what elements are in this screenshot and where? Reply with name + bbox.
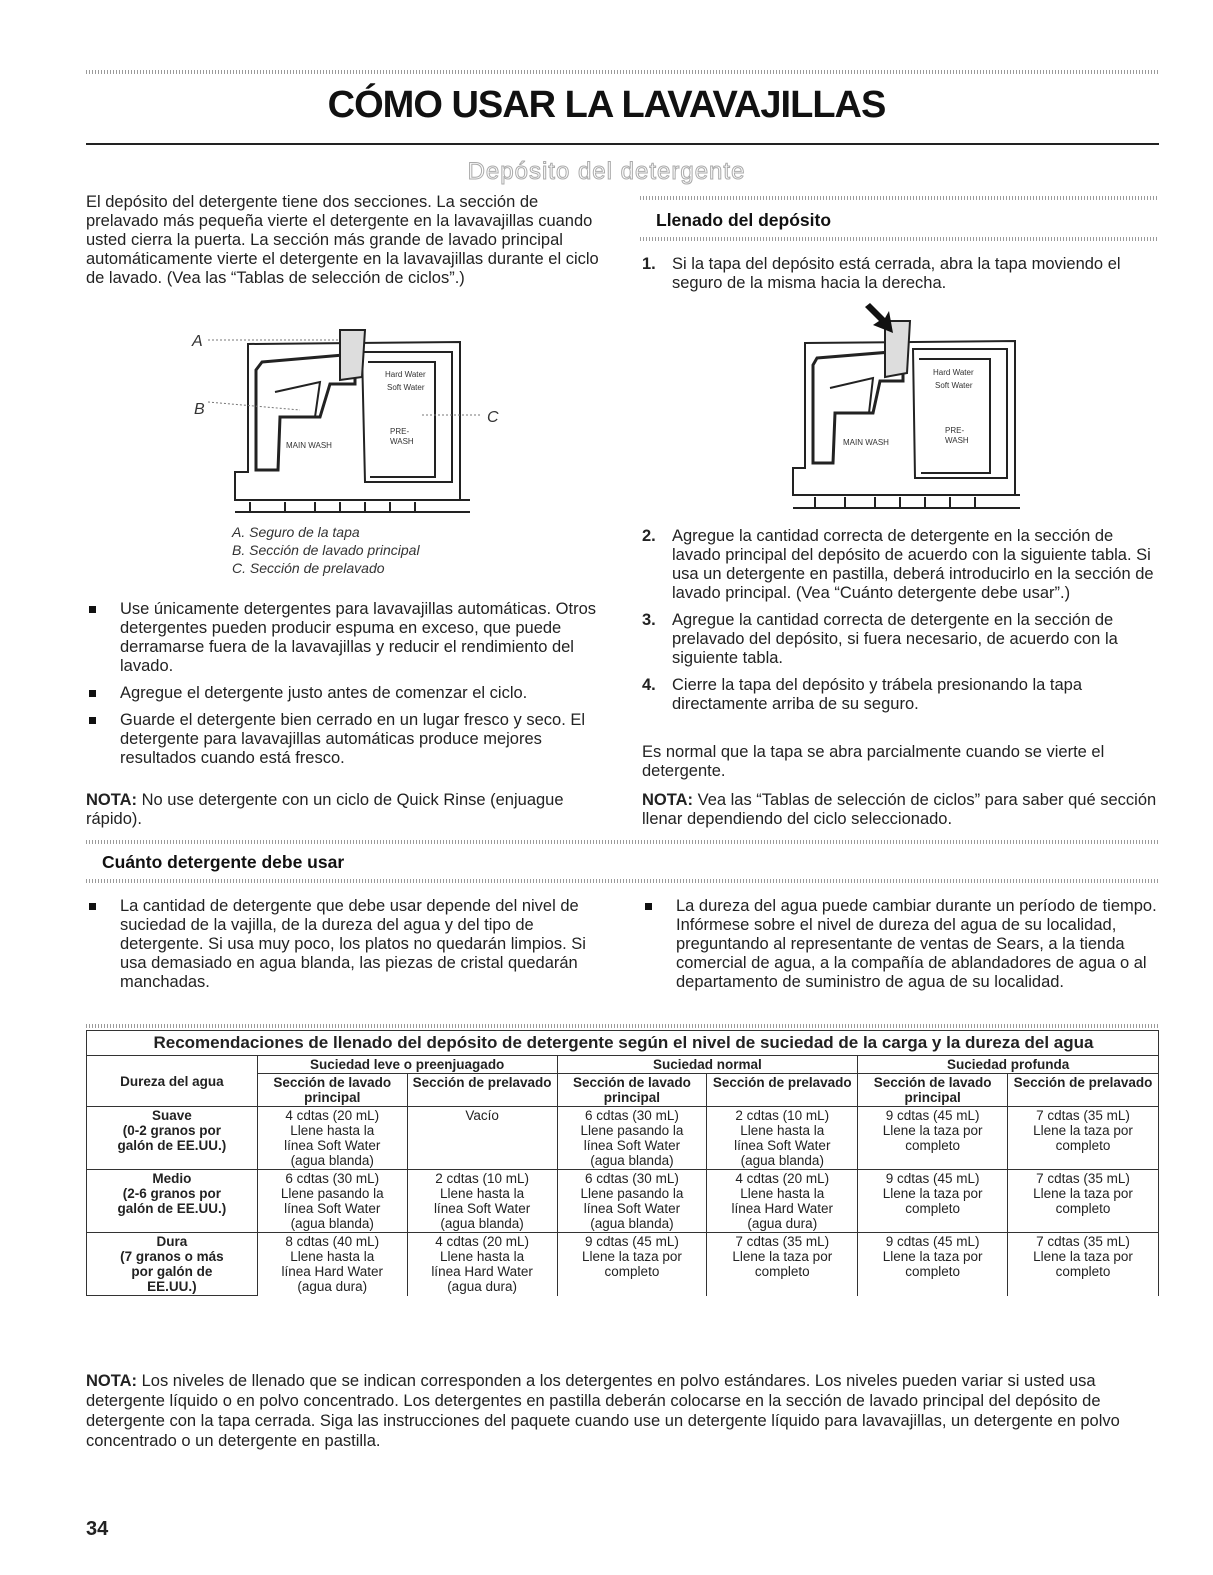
cell-line: Llene la taza por xyxy=(1033,1123,1133,1138)
right-heading-top-rule xyxy=(640,196,1159,200)
group-header-normal: Suciedad normal xyxy=(557,1056,858,1074)
cell-line: completo xyxy=(905,1138,961,1153)
step-number: 2. xyxy=(642,527,656,545)
cell-line: Llene hasta la xyxy=(440,1186,525,1201)
cell-line: Llene hasta la xyxy=(740,1186,825,1201)
pre-label: PRE- xyxy=(945,426,965,435)
step-1 xyxy=(642,255,1159,293)
table-top-rule xyxy=(86,1024,1159,1028)
amount-cell xyxy=(407,1233,557,1296)
col-hardness-header: Dureza del agua xyxy=(87,1056,258,1107)
cell-line: Vacío xyxy=(465,1108,499,1123)
table-row xyxy=(87,1233,1159,1296)
note-text: No use detergente con un ciclo de Quick Rinse (enjuague rápido). xyxy=(86,791,564,828)
note-label: NOTA: xyxy=(642,791,694,809)
steps-list-a xyxy=(642,255,1159,301)
cell-line: 9 cdtas (45 mL) xyxy=(885,1108,980,1123)
amount-cell xyxy=(407,1170,557,1233)
section-subtitle: Depósito del detergente xyxy=(467,158,746,185)
step-3 xyxy=(642,611,1159,668)
note-text: Los niveles de llenado que se indican corresponden a los detergentes en polvo estándares. Los niveles pueden variar si usted usa detergente líquido o en polvo concentrado. Los detergentes en pastilla deberán colocarse en la sección de lavado principal del depósito de detergente con la tapa cerrada. Siga las instrucciones del paquete cuando use un detergente líquido para lavavajillas, un detergente en polvo concentrado o un detergente en pastilla. xyxy=(86,1372,1120,1450)
cell-line: 2 cdtas (10 mL) xyxy=(435,1171,529,1186)
caption-a: A. Seguro de la tapa xyxy=(232,524,360,540)
step-number: 3. xyxy=(642,611,656,629)
step-text: Si la tapa del depósito está cerrada, abra la tapa moviendo el seguro de la misma hacia la derecha. xyxy=(672,255,1121,292)
cell-line: completo xyxy=(604,1264,660,1279)
amount-cell xyxy=(557,1107,707,1170)
cell-line: Llene hasta la xyxy=(740,1123,825,1138)
list-item: La cantidad de detergente que debe usar depende del nivel de suciedad de la vajilla, de la dureza del agua y del tipo de detergente. Si usa muy poco, los platos no quedarán limpios. Si usa demasiado en agua blanda, las piezas de cristal quedarán manchadas. xyxy=(86,897,611,992)
hardness-line: Suave xyxy=(152,1108,192,1123)
hardness-line: (0-2 granos por xyxy=(122,1123,222,1138)
cell-line: (agua blanda) xyxy=(590,1216,674,1231)
cell-line: Llene la taza por xyxy=(732,1249,833,1264)
cell-line: 4 cdtas (20 mL) xyxy=(285,1108,380,1123)
cell-line: Llene hasta la xyxy=(440,1249,525,1264)
table-body xyxy=(87,1107,1159,1296)
cell-line: Llene la taza por xyxy=(882,1186,983,1201)
cell-line: línea Soft Water xyxy=(433,1201,531,1216)
table-row xyxy=(87,1170,1159,1233)
amount-cell xyxy=(257,1233,407,1296)
hardness-line: Medio xyxy=(152,1171,192,1186)
cell-line: (agua blanda) xyxy=(440,1216,524,1231)
amount-cell xyxy=(1008,1233,1159,1296)
amount-cell xyxy=(407,1107,557,1170)
page-title: CÓMO USAR LA LAVAVAJILLAS xyxy=(327,84,886,126)
amount-cell xyxy=(257,1107,407,1170)
subhead: Sección de lavado principal xyxy=(257,1074,407,1107)
subhead: Sección de prelavado xyxy=(407,1074,557,1107)
hardness-line: galón de EE.UU.) xyxy=(117,1201,227,1216)
hardness-line: (2-6 granos por xyxy=(122,1186,222,1201)
cell-line: Llene la taza por xyxy=(882,1123,983,1138)
detergent-table xyxy=(86,1030,1159,1296)
cell-line: (agua blanda) xyxy=(290,1216,374,1231)
cuanto-right-list xyxy=(642,897,1159,1000)
list-item: Agregue el detergente justo antes de comenzar el ciclo. xyxy=(86,684,611,703)
cell-line: completo xyxy=(905,1201,961,1216)
cell-line: línea Hard Water xyxy=(431,1264,533,1279)
subhead: Sección de prelavado xyxy=(1008,1074,1159,1107)
hardness-line: Dura xyxy=(156,1234,188,1249)
amount-cell xyxy=(858,1107,1008,1170)
note-text: Vea las “Tablas de selección de ciclos” para saber qué sección llenar dependiendo del ciclo seleccionado. xyxy=(642,791,1157,828)
wash-label: WASH xyxy=(945,436,969,445)
cell-line: (agua dura) xyxy=(447,1279,517,1294)
callout-b: B xyxy=(194,401,205,418)
top-dotted-rule xyxy=(86,70,1159,74)
left-note xyxy=(86,791,611,829)
cell-line: (agua blanda) xyxy=(740,1153,824,1168)
main-wash-label: MAIN WASH xyxy=(286,441,332,450)
step-number: 4. xyxy=(642,676,656,694)
dispenser-diagram-right xyxy=(785,303,1025,513)
hardness-line: galón de EE.UU.) xyxy=(117,1138,227,1153)
right-heading-bottom-rule xyxy=(640,237,1159,241)
cell-line: línea Soft Water xyxy=(583,1138,681,1153)
cell-line: completo xyxy=(754,1264,810,1279)
step-number: 1. xyxy=(642,255,656,273)
cell-line: línea Soft Water xyxy=(583,1201,681,1216)
cell-line: línea Hard Water xyxy=(281,1264,383,1279)
dispenser-diagram-left xyxy=(190,322,520,517)
hardness-cell xyxy=(87,1170,258,1233)
cell-line: (agua dura) xyxy=(297,1279,368,1294)
cell-line: Llene hasta la xyxy=(290,1249,375,1264)
bottom-note xyxy=(86,1371,1159,1451)
intro-paragraph: El depósito del detergente tiene dos secciones. La sección de prelavado más pequeña vierte el detergente en la lavavajillas cuando usted cierra la puerta. La sección más grande de lavado principal automáticamente vierte el detergente en la lavavajillas durante el ciclo de lavado. (Vea las “Tablas de selección de ciclos”.) xyxy=(86,193,599,287)
cell-line: línea Hard Water xyxy=(731,1201,834,1216)
cell-line: Llene pasando la xyxy=(580,1123,684,1138)
callout-c: C xyxy=(487,409,499,426)
page-number: 34 xyxy=(86,1518,109,1540)
cell-line: 4 cdtas (20 mL) xyxy=(735,1171,830,1186)
cell-line: Llene la taza por xyxy=(582,1249,682,1264)
note-label: NOTA: xyxy=(86,1372,138,1390)
subhead: Sección de lavado principal xyxy=(557,1074,707,1107)
amount-cell xyxy=(707,1170,858,1233)
cell-line: 6 cdtas (30 mL) xyxy=(585,1108,679,1123)
cell-line: Llene la taza por xyxy=(1033,1249,1133,1264)
callout-a: A xyxy=(192,333,203,350)
amount-cell xyxy=(707,1107,858,1170)
cuanto-left-list xyxy=(86,897,611,1000)
cell-line: (agua dura) xyxy=(747,1216,818,1231)
main-wash-label: MAIN WASH xyxy=(843,438,889,447)
soft-water-label: Soft Water xyxy=(935,381,973,390)
cell-line: 9 cdtas (45 mL) xyxy=(585,1234,679,1249)
cell-line: línea Soft Water xyxy=(734,1138,831,1153)
cuanto-heading: Cuánto detergente debe usar xyxy=(102,852,345,872)
cell-line: (agua blanda) xyxy=(290,1153,374,1168)
cell-line: Llene hasta la xyxy=(290,1123,375,1138)
caption-b: B. Sección de lavado principal xyxy=(232,542,420,558)
detergent-table-wrap xyxy=(86,1030,1159,1296)
cell-line: completo xyxy=(905,1264,961,1279)
hard-water-label: Hard Water xyxy=(385,370,426,379)
step-2 xyxy=(642,527,1159,603)
subhead: Sección de prelavado xyxy=(707,1074,858,1107)
cell-line: 6 cdtas (30 mL) xyxy=(285,1171,380,1186)
cell-line: 9 cdtas (45 mL) xyxy=(885,1234,980,1249)
amount-cell xyxy=(257,1170,407,1233)
hardness-line: por galón de xyxy=(131,1264,213,1279)
cell-line: 9 cdtas (45 mL) xyxy=(885,1171,980,1186)
subhead: Sección de lavado principal xyxy=(858,1074,1008,1107)
step-text: Cierre la tapa del depósito y trábela presionando la tapa directamente arriba de su seguro. xyxy=(672,676,1083,713)
hardness-cell xyxy=(87,1233,258,1296)
title-rule xyxy=(86,143,1159,145)
cell-line: 7 cdtas (35 mL) xyxy=(1036,1171,1130,1186)
tips-list xyxy=(86,600,611,776)
right-note xyxy=(642,791,1159,829)
cell-line: 8 cdtas (40 mL) xyxy=(285,1234,380,1249)
amount-cell xyxy=(858,1233,1008,1296)
normal-paragraph: Es normal que la tapa se abra parcialmente cuando se vierte el detergente. xyxy=(642,743,1105,780)
list-item: Guarde el detergente bien cerrado en un lugar fresco y seco. El detergente para lavavajillas automáticas produce mejores resultados cuando está fresco. xyxy=(86,711,611,768)
group-header-profunda: Suciedad profunda xyxy=(858,1056,1159,1074)
cell-line: 6 cdtas (30 mL) xyxy=(585,1171,679,1186)
soft-water-label: Soft Water xyxy=(387,383,425,392)
amount-cell xyxy=(707,1233,858,1296)
step-text: Agregue la cantidad correcta de detergente en la sección de lavado principal del depósito de acuerdo con la siguiente tabla. Si usa un detergente en pastilla, deberá introducirlo en la sección de lavado principal. (Vea “Cuánto detergente debe usar”.) xyxy=(672,527,1154,602)
caption-c: C. Sección de prelavado xyxy=(232,560,385,576)
figure-captions xyxy=(232,523,420,577)
arrow-icon xyxy=(865,303,893,333)
hardness-cell xyxy=(87,1107,258,1170)
cuanto-bottom-rule xyxy=(86,879,1159,883)
llenado-heading: Llenado del depósito xyxy=(656,210,832,230)
amount-cell xyxy=(1008,1170,1159,1233)
cuanto-top-rule xyxy=(86,840,1159,844)
cell-line: (agua blanda) xyxy=(590,1153,674,1168)
hard-water-label: Hard Water xyxy=(933,368,974,377)
cell-line: 2 cdtas (10 mL) xyxy=(735,1108,830,1123)
step-4 xyxy=(642,676,1159,714)
list-item: La dureza del agua puede cambiar durante un período de tiempo. Infórmese sobre el nivel de dureza del agua de su localidad, preguntando al representante de ventas de Sears, a la tienda comercial de agua, a la compañía de ablandadores de agua o al departamento de suministro de agua de su localidad. xyxy=(642,897,1159,992)
cell-line: Llene pasando la xyxy=(280,1186,384,1201)
cell-line: 7 cdtas (35 mL) xyxy=(735,1234,830,1249)
pre-label: PRE- xyxy=(390,427,410,436)
hardness-line: EE.UU.) xyxy=(147,1279,197,1294)
cell-line: 7 cdtas (35 mL) xyxy=(1036,1108,1130,1123)
cell-line: completo xyxy=(1055,1264,1111,1279)
amount-cell xyxy=(858,1170,1008,1233)
table-title: Recomendaciones de llenado del depósito de detergente según el nivel de suciedad de la carga y la dureza del agua xyxy=(87,1031,1159,1056)
amount-cell xyxy=(557,1233,707,1296)
table-row xyxy=(87,1107,1159,1170)
amount-cell xyxy=(557,1170,707,1233)
cell-line: completo xyxy=(1055,1138,1111,1153)
cell-line: Llene la taza por xyxy=(882,1249,983,1264)
list-item: Use únicamente detergentes para lavavajillas automáticas. Otros detergentes pueden producir espuma en exceso, que puede derramarse fuera de la lavavajillas y reducir el rendimiento del lavado. xyxy=(86,600,611,676)
cell-line: Llene la taza por xyxy=(1033,1186,1133,1201)
cell-line: Llene pasando la xyxy=(580,1186,684,1201)
cell-line: línea Soft Water xyxy=(284,1201,381,1216)
step-text: Agregue la cantidad correcta de detergente en la sección de prelavado del depósito, si fuera necesario, de acuerdo con la siguiente tabla. xyxy=(672,611,1118,667)
cell-line: completo xyxy=(1055,1201,1111,1216)
hardness-line: (7 granos o más xyxy=(120,1249,224,1264)
group-header-leve: Suciedad leve o preenjuagado xyxy=(257,1056,557,1074)
cell-line: 7 cdtas (35 mL) xyxy=(1036,1234,1130,1249)
steps-list-b xyxy=(642,527,1159,722)
cell-line: línea Soft Water xyxy=(284,1138,381,1153)
cell-line: 4 cdtas (20 mL) xyxy=(435,1234,529,1249)
wash-label: WASH xyxy=(390,437,414,446)
note-label: NOTA: xyxy=(86,791,138,809)
amount-cell xyxy=(1008,1107,1159,1170)
